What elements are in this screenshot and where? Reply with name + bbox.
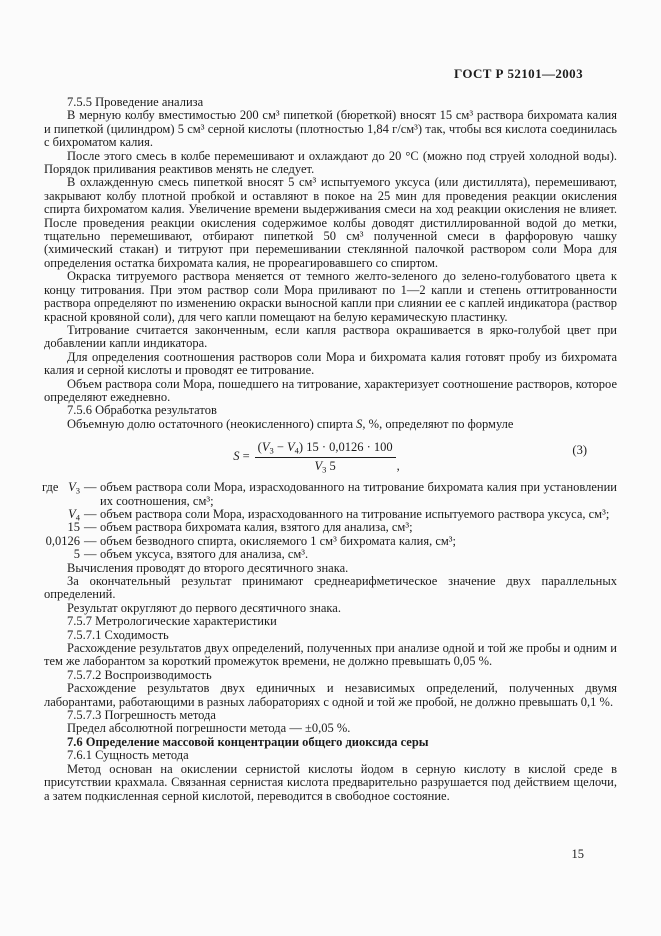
where-item-dash: — (84, 506, 97, 521)
equation-number: (3) (572, 443, 587, 458)
paragraph: В мерную колбу вместимостью 200 см³ пипеткой (бюреткой) вносят 15 см³ раствора бихромата калия и пипеткой (цилиндром) 5 см³ серной кислоты (плотностью 1,84 г/см³) так, чтобы вся кислота соединилась с бихроматом калия. (44, 108, 617, 150)
section-heading: 7.5.6 Обработка результатов (67, 403, 217, 418)
where-item-label: 0,0126 (45, 533, 80, 548)
where-list (44, 481, 617, 561)
paragraph: Объем раствора соли Мора, пошедшего на титрование, характеризует соотношение растворов, которое определяют ежедневно. (44, 376, 617, 404)
paragraph: Вычисления проводят до второго десятичного знака. (67, 560, 349, 575)
fraction-denominator: $V_3$ 5 (314, 458, 336, 475)
where-lead: где (42, 480, 59, 495)
section-heading: 7.5.5 Проведение анализа (67, 95, 204, 109)
document-content (44, 96, 617, 803)
paragraph: Метод основан на окислении сернистой кислоты йодом в серную кислоту в кислой среде в присутствии крахмала. Связанная сернистая кислота предварительно разрушается под действием щелочи, а затем подкисленная серной кислотой, переводится в свободное состояние. (44, 761, 617, 803)
section-heading: 7.5.7.3 Погрешность метода (67, 708, 216, 723)
paragraph: Титрование считается законченным, если капля раствора окрашивается в ярко-голубой цвет при добавлении капли индикатора. (44, 322, 617, 351)
where-item-label: 5 (73, 547, 80, 562)
where-item (44, 481, 617, 508)
paragraph: Расхождение результатов двух единичных и независимых определений, полученных двумя лаборантами, работающими в разных лабораториях с одной и той же пробой, не должно превышать 0,1 %. (44, 681, 617, 709)
where-item-text: объем раствора соли Мора, израсходованного на титрование бихромата калия при установлении их соотношения, см³; (100, 480, 617, 508)
where-item-dash: — (84, 480, 97, 495)
where-item-text: объем безводного спирта, окисляемого 1 см³ бихромата калия, см³; (100, 533, 456, 548)
running-header: ГОСТ Р 52101—2003 (453, 66, 583, 81)
where-item (44, 548, 617, 561)
paragraph: Расхождение результатов двух определений, полученных при анализе одной и той же пробы и одним и тем же лаборантом за короткий промежуток времени, не должно превышать 0,05 %. (44, 641, 617, 669)
section-heading: 7.5.7.2 Воспроизводимость (67, 667, 212, 682)
section-heading: 7.5.7.1 Сходимость (67, 627, 169, 642)
paragraph: Предел абсолютной погрешности метода — ±0,05 %. (67, 721, 351, 736)
paragraph: В охлажденную смесь пипеткой вносят 5 см³ испытуемого уксуса (или дистиллята), перемешивают, закрывают колбу плотной пробкой и оставляют в покое на 25 мин для проведения реакции окисления спирта бихроматом калия. Увеличение времени выдерживания смеси на ход реакции окисления не влияет. После проведения реакции окисления содержимое колбы доводят дистиллированной водой до метки, тщательно перемешивают, отбирают пипеткой 50 см³ полученной смеси в фарфоровую чашку (химический стакан) и титруют при перемешивании стеклянной палочкой раствором соли Мора для определения остатка бихромата калия, не прореагировавшего со спиртом. (44, 175, 617, 270)
paragraph: Окраска титруемого раствора меняется от темного желто-зеленого до зелено-голубоватого цвета к концу титрования. При этом раствор соли Мора приливают по 1—2 капли и степень оттитрованности раствора определяют по изменению окраски выносной капли при слиянии ее с каплей индикатора (раствор красной кровяной соли), для чего капли помещают на белую керамическую пластинку. (44, 269, 617, 324)
where-item-dash: — (84, 547, 97, 562)
where-item-text: объем раствора соли Мора, израсходованного на титрование испытуемого раствора уксуса, см³; (100, 506, 610, 521)
paragraph: Для определения соотношения растворов соли Мора и бихромата калия готовят пробу из бихромата калия и серной кислоты и проводят ее титрование. (44, 349, 617, 378)
where-item-text: объем раствора бихромата калия, взятого для анализа, см³; (100, 520, 413, 535)
where-item-label: $V_4$ (68, 506, 80, 523)
where-item (44, 508, 617, 521)
paragraph: Результат округляют до первого десятичного знака. (67, 600, 341, 615)
formula-lhs: S = (233, 449, 250, 464)
where-item-dash: — (84, 533, 97, 548)
fraction (255, 441, 396, 473)
section-heading: 7.5.7 Метрологические характеристики (67, 614, 277, 629)
where-item-text: объем уксуса, взятого для анализа, см³. (100, 547, 309, 562)
paragraph: Объемную долю остаточного (неокисленного) спирта S, %, определяют по формуле (67, 416, 514, 431)
formula-suffix: , (396, 458, 400, 473)
where-item-label: 15 (67, 520, 80, 535)
paragraph: После этого смесь в колбе перемешивают и охлаждают до 20 °С (можно под струей холодной воды). Порядок приливания реактивов менять не следует. (44, 148, 617, 177)
page-number: 15 (571, 847, 584, 861)
where-item-label: $V_3$ (68, 480, 80, 496)
paragraph: За окончательный результат принимают среднеарифметическое значение двух параллельных определений. (44, 574, 617, 602)
where-item-dash: — (84, 520, 97, 535)
where-item (44, 521, 617, 534)
formula (44, 439, 617, 475)
fraction-numerator: $(V_3 - V_4) 15 \cdot 0,0126 \cdot 100$ (255, 441, 396, 457)
where-item (44, 535, 617, 548)
section-heading-bold: 7.6 Определение массовой концентрации общего диоксида серы (67, 734, 429, 749)
section-heading: 7.6.1 Сущность метода (67, 748, 189, 763)
formula-expression (233, 441, 400, 473)
